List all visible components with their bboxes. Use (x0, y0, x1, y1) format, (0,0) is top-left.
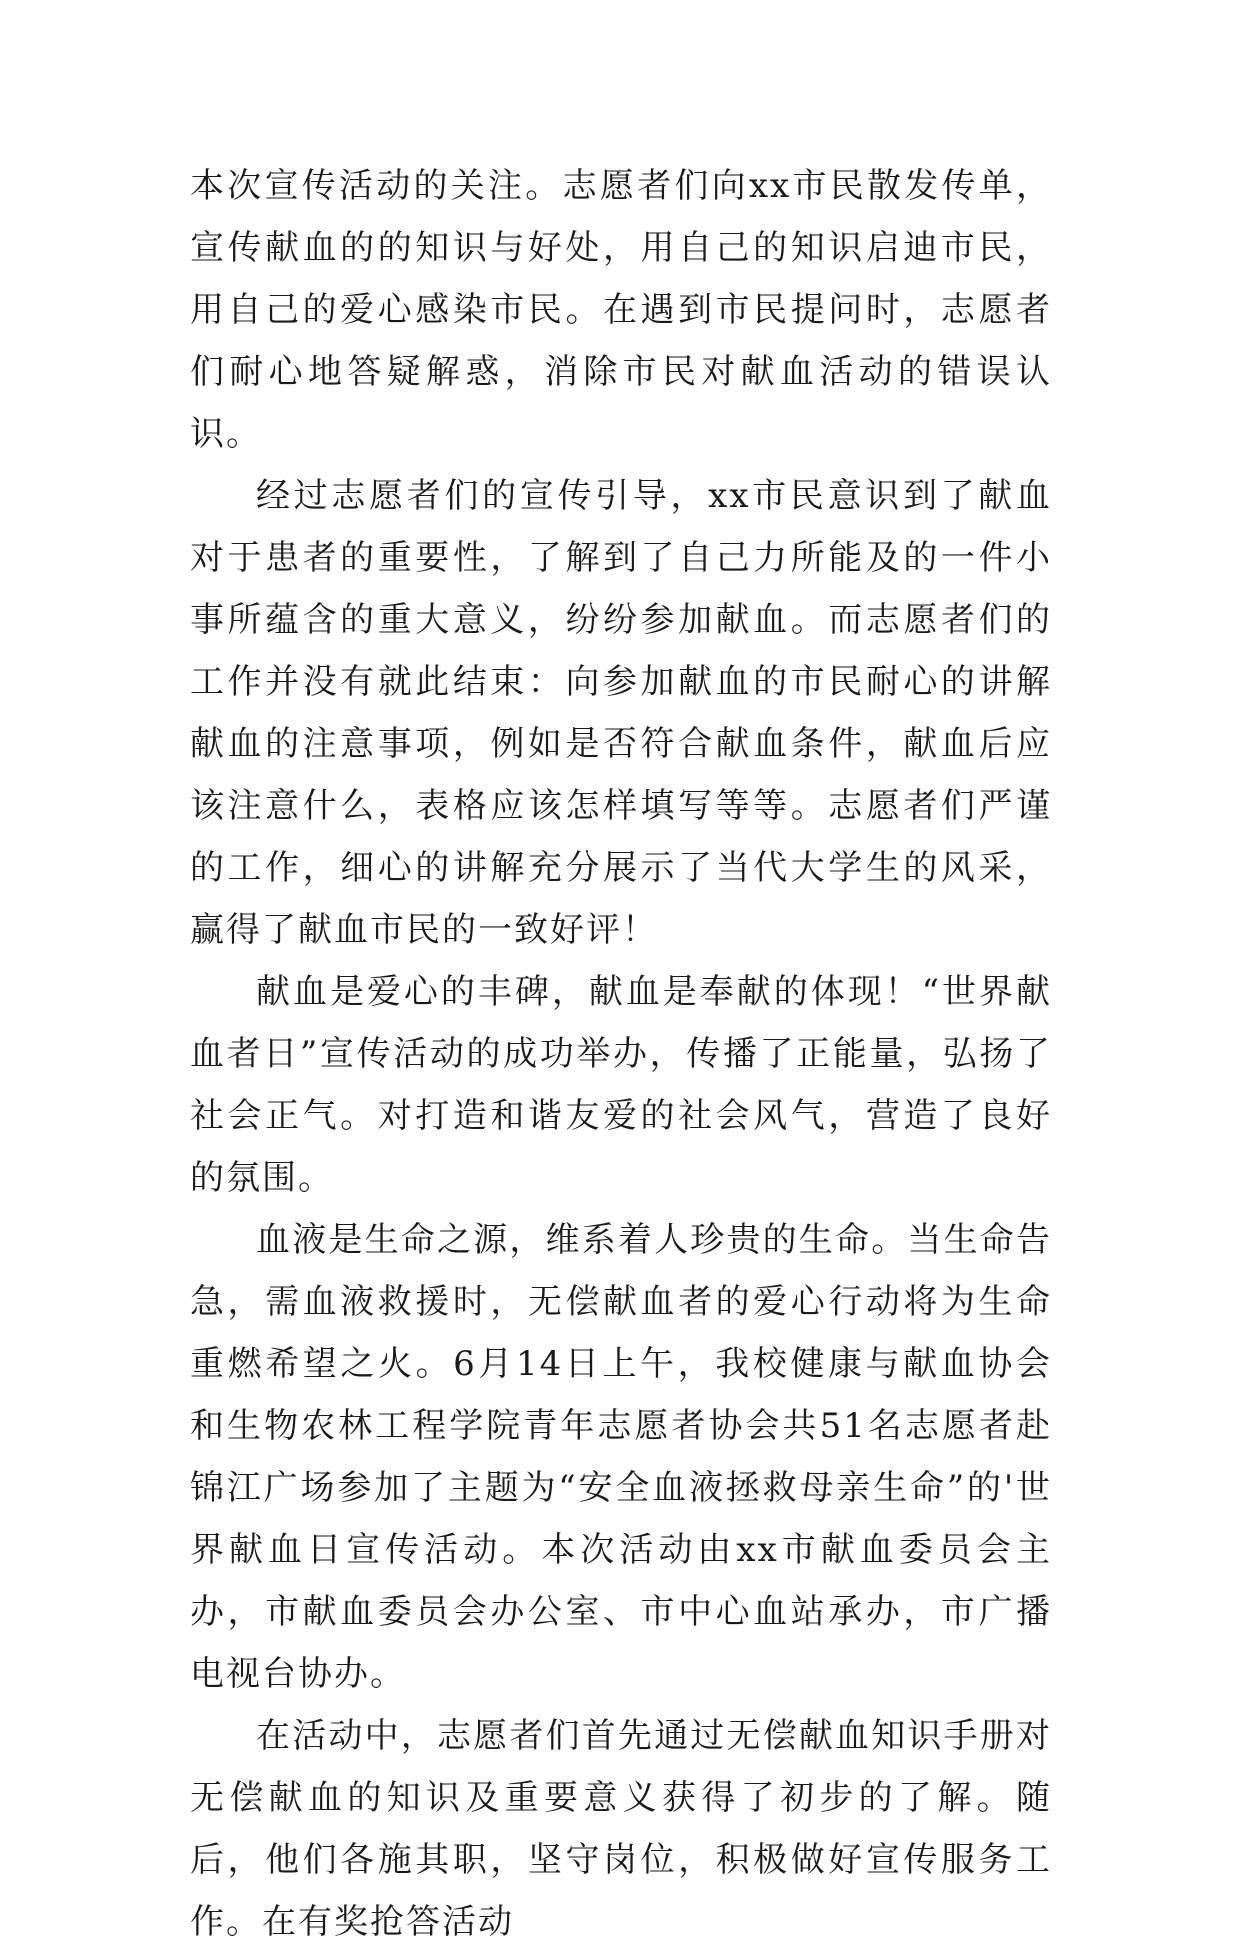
paragraph-2: 经过志愿者们的宣传引导，xx市民意识到了献血对于患者的重要性，了解到了自己力所能及的一件小事所蕴含的重大意义，纷纷参加献血。而志愿者们的工作并没有就此结束：向参加献血的市民耐心的讲解献血的注意事项，例如是否符合献血条件，献血后应该注意什么，表格应该怎样填写等等。志愿者们严谨的工作，细心的讲解充分展示了当代大学生的风采，赢得了献血市民的一致好评！ (190, 476, 1052, 950)
paragraph-5: 在活动中，志愿者们首先通过无偿献血知识手册对无偿献血的知识及重要意义获得了初步的了解。随后，他们各施其职，坚守岗位，积极做好宣传服务工作。在有奖抢答活动 (190, 1716, 1052, 1942)
paragraph-3: 献血是爱心的丰碑，献血是奉献的体现！“世界献血者日”宣传活动的成功举办，传播了正能量，弘扬了社会正气。对打造和谐友爱的社会风气，营造了良好的氛围。 (190, 972, 1052, 1198)
paragraph-4: 血液是生命之源，维系着人珍贵的生命。当生命告急，需血液救援时，无偿献血者的爱心行动将为生命重燃希望之火。6月14日上午，我校健康与献血协会和生物农林工程学院青年志愿者协会共51名志愿者赴锦江广场参加了主题为“安全血液拯救母亲生命”的'世界献血日宣传活动。本次活动由xx市献血委员会主办，市献血委员会办公室、市中心血站承办，市广播电视台协办。 (190, 1220, 1052, 1694)
body-text (190, 155, 1052, 1953)
paragraph-1: 本次宣传活动的关注。志愿者们向xx市民散发传单，宣传献血的的知识与好处，用自己的知识启迪市民，用自己的爱心感染市民。在遇到市民提问时，志愿者们耐心地答疑解惑，消除市民对献血活动的错误认识。 (190, 166, 1052, 454)
